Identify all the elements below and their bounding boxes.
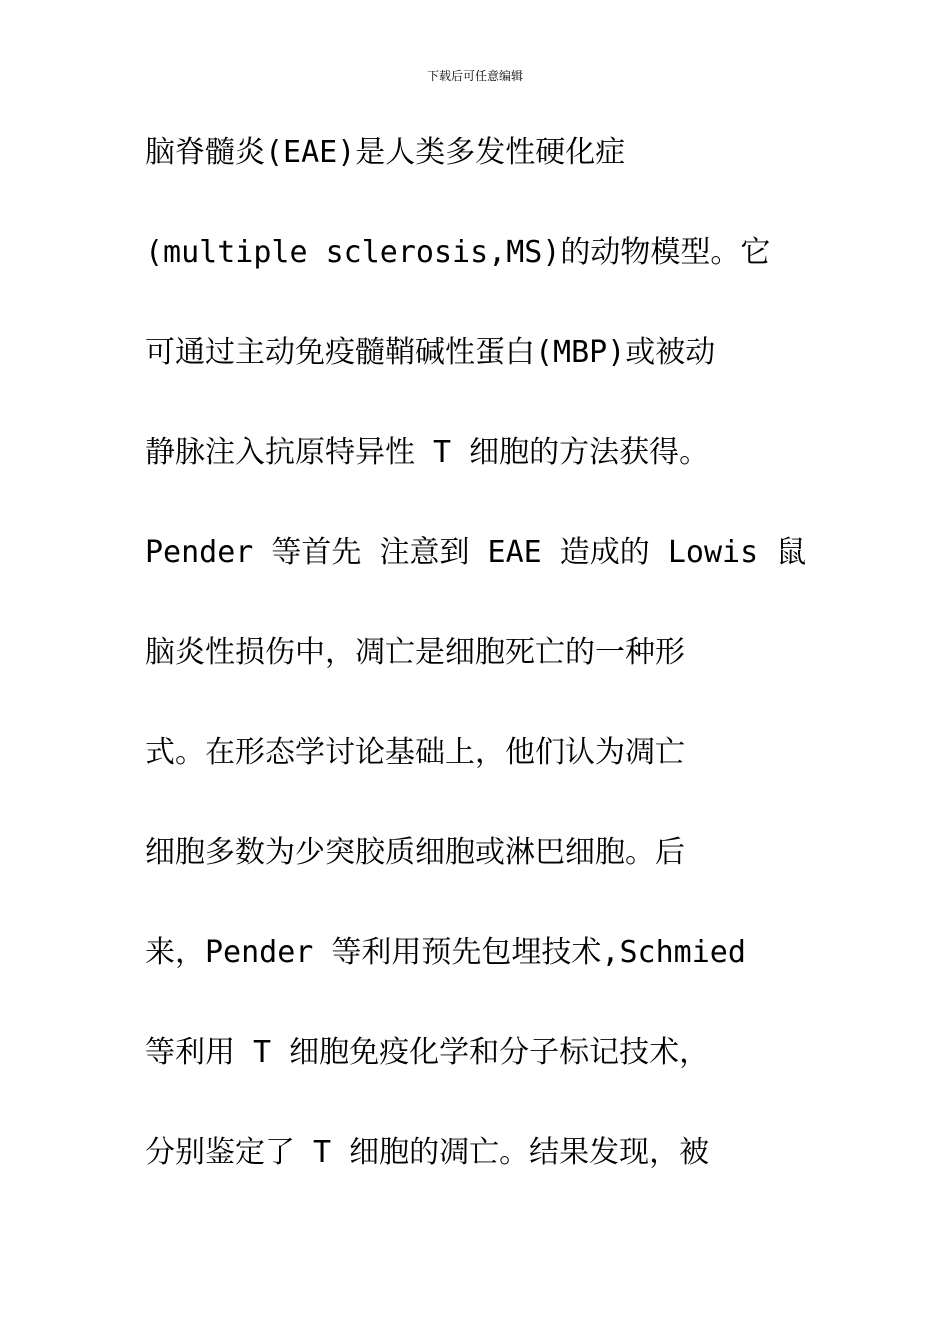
- text-line-1: 脑脊髓炎(EAE)是人类多发性硬化症: [145, 135, 626, 170]
- text-line-8: 细胞多数为少突胶质细胞或淋巴细胞。后: [145, 835, 685, 870]
- text-line-7: 式。在形态学讨论基础上，他们认为凋亡: [145, 735, 685, 770]
- text-line-4: 静脉注入抗原特异性 T 细胞的方法获得。: [145, 435, 710, 470]
- body-text: [145, 126, 825, 1226]
- text-line-2: (multiple sclerosis,MS)的动物模型。它: [145, 235, 771, 270]
- text-line-6: 脑炎性损伤中，凋亡是细胞死亡的一种形: [145, 635, 685, 670]
- page-header: 下载后可任意编辑: [426, 69, 523, 83]
- text-line-10: 等利用 T 细胞免疫化学和分子标记技术，: [145, 1035, 710, 1070]
- text-line-5: Pender 等首先 注意到 EAE 造成的 Lowis 鼠: [145, 535, 807, 570]
- text-line-3: 可通过主动免疫髓鞘碱性蛋白(MBP)或被动: [145, 335, 716, 370]
- text-line-11: 分别鉴定了 T 细胞的凋亡。结果发现，被: [145, 1135, 710, 1170]
- text-line-9: 来，Pender 等利用预先包埋技术,Schmied: [145, 935, 746, 970]
